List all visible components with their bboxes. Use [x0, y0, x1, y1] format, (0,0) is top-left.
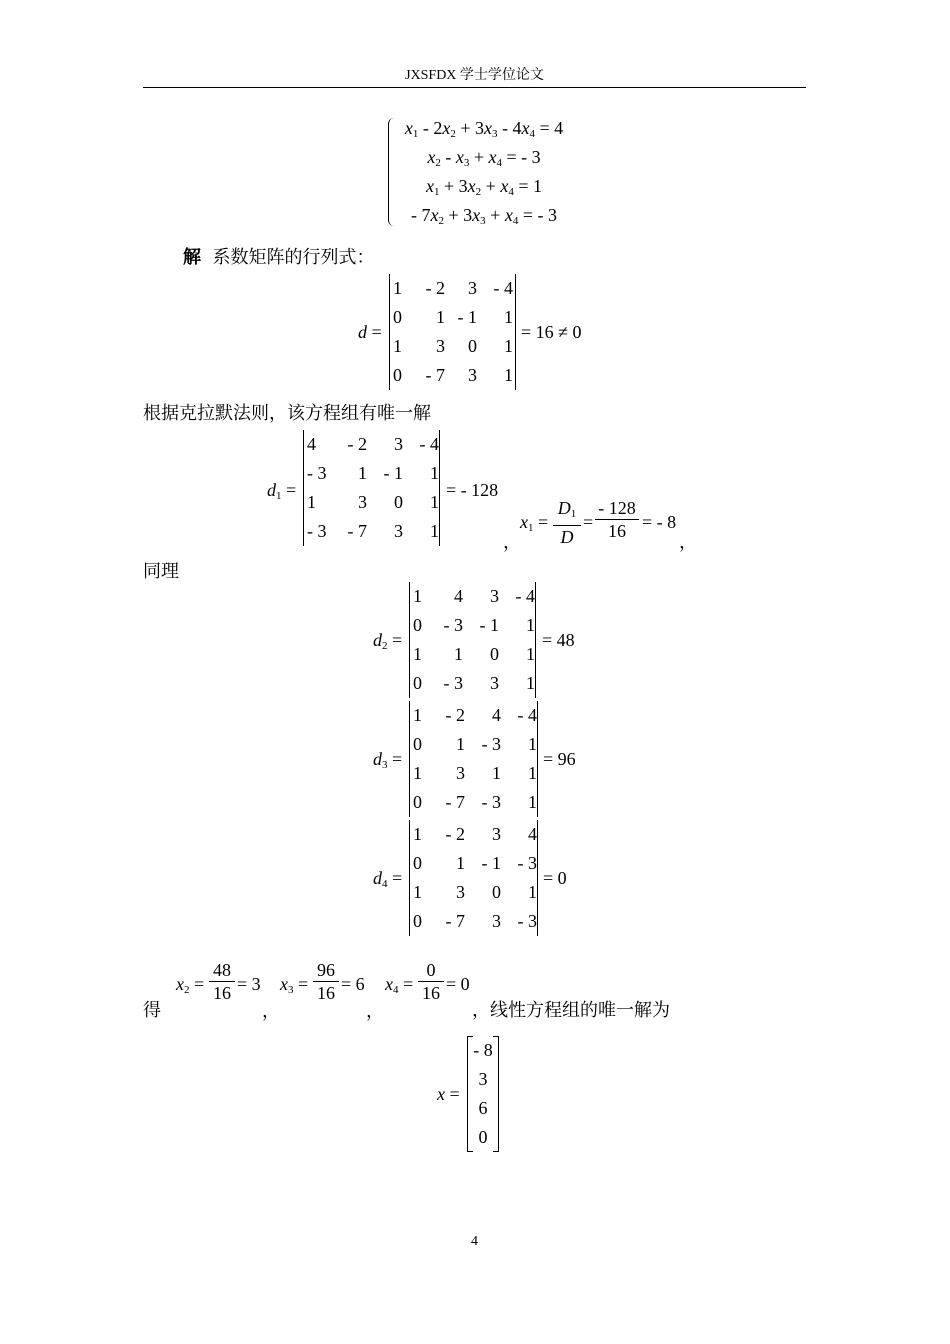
det-d3-lhs: $d_3$ = — [373, 749, 403, 771]
x4-lhs: $x_4$ = — [385, 974, 414, 996]
x1-fraction-d: $\frac{D_1}{D}$ — [553, 497, 581, 548]
de-text: 得 — [143, 1000, 161, 1021]
det-d-result: = 16 ≠ 0 — [521, 322, 582, 342]
x-vector — [467, 1036, 499, 1152]
equation-system — [384, 114, 594, 230]
x4-result: = 0 — [446, 974, 470, 994]
x1-result: = - 8 — [642, 512, 677, 532]
solution-intro-text: 系数矩阵的行列式： — [212, 247, 375, 268]
comma-2: ， — [679, 532, 697, 552]
x3-lhs: $x_3$ = — [280, 974, 309, 996]
x1-equals: = — [583, 512, 594, 532]
det-d — [389, 274, 517, 390]
x4-fraction: $\frac{0}{16}$ — [418, 959, 444, 1004]
det-d1-result: = - 128 — [446, 480, 499, 500]
x3-fraction: $\frac{96}{16}$ — [313, 959, 339, 1004]
det-d3-matrix: 1 - 2 4 - 4 0 1 - 3 1 1 3 1 1 0 - 7 - 3 1 — [413, 705, 537, 812]
x2-result: = 3 — [237, 974, 261, 994]
equation-row-1: $x_1 - 2x_2 + 3x_3 - 4x_4 = 4$ — [404, 118, 564, 140]
det-d2-result: = 48 — [542, 630, 575, 650]
equation-row-4: - $7x_2 + 3x_3 + x_4$ = - 3 — [411, 205, 557, 227]
page-header: JXSFDX 学士学位论文 — [405, 68, 544, 83]
x2-lhs: $x_2$ = — [176, 974, 205, 996]
x-vector-lhs: x = — [437, 1084, 460, 1104]
cramer-rule-text: 根据克拉默法则，该方程组有唯一解 — [143, 403, 431, 424]
header-rule — [143, 87, 806, 88]
unique-solution-text: ，线性方程组的唯一解为 — [472, 1000, 670, 1021]
x-vector-entry: - 8 — [473, 1040, 493, 1060]
equation-row-2: $x_2 - x_3 + x_4$ = - 3 — [427, 147, 541, 169]
equation-row-3: $x_1 + 3x_2 + x_4 = 1$ — [426, 176, 542, 198]
det-d4 — [409, 820, 539, 936]
x-vector-entry: 0 — [478, 1127, 488, 1147]
det-d4-matrix: 1 - 2 3 4 0 1 - 1 - 3 1 3 0 1 0 - 7 3 - 3 — [413, 824, 537, 931]
det-d4-lhs: $d_4$ = — [373, 868, 403, 890]
x3-result: = 6 — [341, 974, 365, 994]
comma-3: ， — [262, 1001, 280, 1021]
det-d1-lhs: $d_1$ = — [267, 480, 297, 502]
det-d2-lhs: $d_2$ = — [373, 630, 403, 652]
det-d4-result: = 0 — [543, 868, 567, 888]
solution-label: 解 — [183, 247, 201, 268]
det-d1-matrix: 4 - 2 3 - 4 - 3 1 - 1 1 1 3 0 1 - 3 - 7 3 1 — [307, 434, 439, 541]
right-bracket — [493, 1036, 499, 1152]
det-d2-matrix: 1 4 3 - 4 0 - 3 - 1 1 1 1 0 1 0 - 3 3 1 — [413, 586, 535, 693]
det-d3 — [409, 701, 539, 817]
x-vector-entry: 6 — [478, 1098, 488, 1118]
similarly-text: 同理 — [143, 561, 179, 582]
x-vector-entry: 3 — [478, 1069, 488, 1089]
x1-fraction-value: $\frac{- 128}{16}$ — [595, 497, 639, 542]
det-d3-result: = 96 — [543, 749, 576, 769]
x2-fraction: $\frac{48}{16}$ — [209, 959, 235, 1004]
det-d-lhs: d = — [358, 322, 382, 342]
det-d-matrix: 1 - 2 3 - 4 0 1 - 1 1 1 3 0 1 0 - 7 3 1 — [393, 278, 513, 385]
det-d2 — [409, 582, 537, 698]
x1-lhs: $x_1$ = — [520, 512, 549, 534]
det-d1 — [303, 430, 441, 546]
left-bracket — [467, 1036, 473, 1152]
comma-1: ， — [503, 532, 521, 552]
page-number: 4 — [471, 1234, 478, 1249]
comma-4: ， — [366, 1001, 384, 1021]
solution-intro — [183, 246, 374, 270]
